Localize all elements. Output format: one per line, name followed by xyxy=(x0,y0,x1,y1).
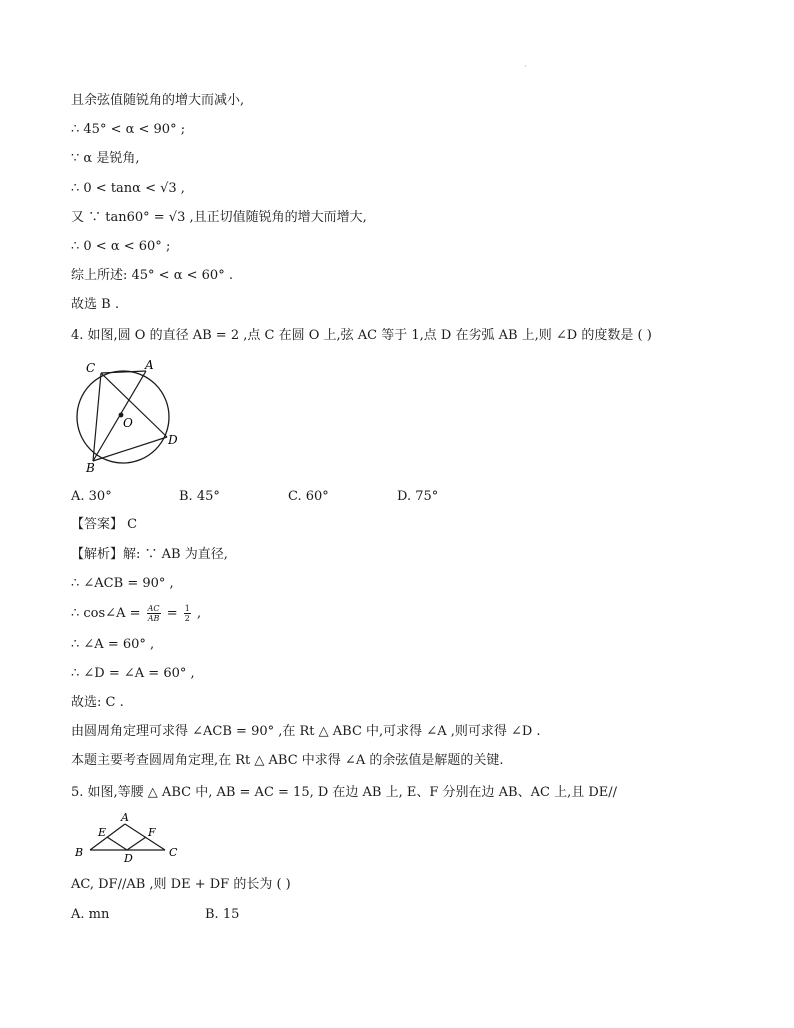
corner-mark: · xyxy=(524,62,527,71)
solution-line-6: 故选: C . xyxy=(71,695,124,710)
label-c: C xyxy=(86,361,96,375)
circle-figure xyxy=(68,356,178,478)
q4-option-c: C. 60° xyxy=(288,489,329,504)
segment-de xyxy=(107,837,127,850)
text-line-5: 又 ∵ tan60° = √3 ,且正切值随锐角的增大而增大, xyxy=(71,210,367,225)
solution-line-8: 本题主要考查圆周角定理,在 Rt △ ABC 中求得 ∠A 的余弦值是解题的关键. xyxy=(71,753,504,768)
answer-line: 【答案】 C xyxy=(71,517,138,532)
label-e: E xyxy=(98,826,107,839)
solution-line-1: 【解析】解: ∵ AB 为直径, xyxy=(71,547,228,562)
fraction-ac-ab-numerator: AC xyxy=(147,604,160,613)
q5-option-b: B. 15 xyxy=(205,907,240,922)
sol3-equals: = xyxy=(166,606,178,621)
label-a: A xyxy=(121,812,129,824)
text-line-7: 综上所述: 45° < α < 60° . xyxy=(71,268,233,283)
solution-line-2: ∴ ∠ACB = 90° , xyxy=(71,576,174,591)
fraction-ac-ab xyxy=(147,604,161,623)
solution-line-7: 由圆周角定理可求得 ∠ACB = 90° ,在 Rt △ ABC 中,可求得 ∠A ,则可求得 ∠D . xyxy=(71,724,541,739)
chord-cb xyxy=(93,373,101,461)
question-4-stem: 4. 如图,圆 O 的直径 AB = 2 ,点 C 在圆 O 上,弦 AC 等于 1,点 D 在劣弧 AB 上,则 ∠D 的度数是 ( ) xyxy=(71,328,652,343)
q5-option-a: A. mn xyxy=(71,907,110,922)
label-d: D xyxy=(124,852,133,864)
solution-line-3 xyxy=(71,604,201,623)
label-c: C xyxy=(169,846,178,859)
text-line-2: ∴ 45° < α < 90° ; xyxy=(71,122,186,137)
label-a: A xyxy=(145,358,154,372)
text-line-1: 且余弦值随锐角的增大而减小, xyxy=(71,93,245,108)
solution-line-4: ∴ ∠A = 60° , xyxy=(71,637,155,652)
triangle-figure xyxy=(70,812,190,864)
segment-df xyxy=(127,837,146,850)
solution-line-5: ∴ ∠D = ∠A = 60° , xyxy=(71,666,195,681)
fraction-one-half xyxy=(184,604,191,623)
q4-option-a: A. 30° xyxy=(71,489,112,504)
fraction-one-half-numerator: 1 xyxy=(184,604,190,613)
label-b: B xyxy=(75,846,84,859)
label-d: D xyxy=(168,433,178,447)
q4-option-b: B. 45° xyxy=(179,489,220,504)
sol3-suffix: , xyxy=(196,606,202,621)
label-o: O xyxy=(123,416,133,430)
chord-cd xyxy=(101,373,167,437)
label-f: F xyxy=(148,826,156,839)
q4-option-d: D. 75° xyxy=(397,489,439,504)
question-5-stem-part1: 5. 如图,等腰 △ ABC 中, AB = AC = 15, D 在边 AB 上, E、F 分别在边 AB、AC 上,且 DE// xyxy=(71,785,618,800)
text-line-3: ∵ α 是锐角, xyxy=(71,151,140,166)
fraction-ac-ab-denominator: AB xyxy=(147,614,160,623)
fraction-one-half-denominator: 2 xyxy=(184,614,190,623)
sol3-prefix: ∴ cos∠A = xyxy=(71,606,141,621)
question-5-stem-part2: AC, DF//AB ,则 DE + DF 的长为 ( ) xyxy=(71,877,291,892)
text-line-8: 故选 B . xyxy=(71,297,119,312)
text-line-4: ∴ 0 < tanα < √3 , xyxy=(71,181,185,196)
text-line-6: ∴ 0 < α < 60° ; xyxy=(71,239,171,254)
label-b: B xyxy=(86,461,95,475)
